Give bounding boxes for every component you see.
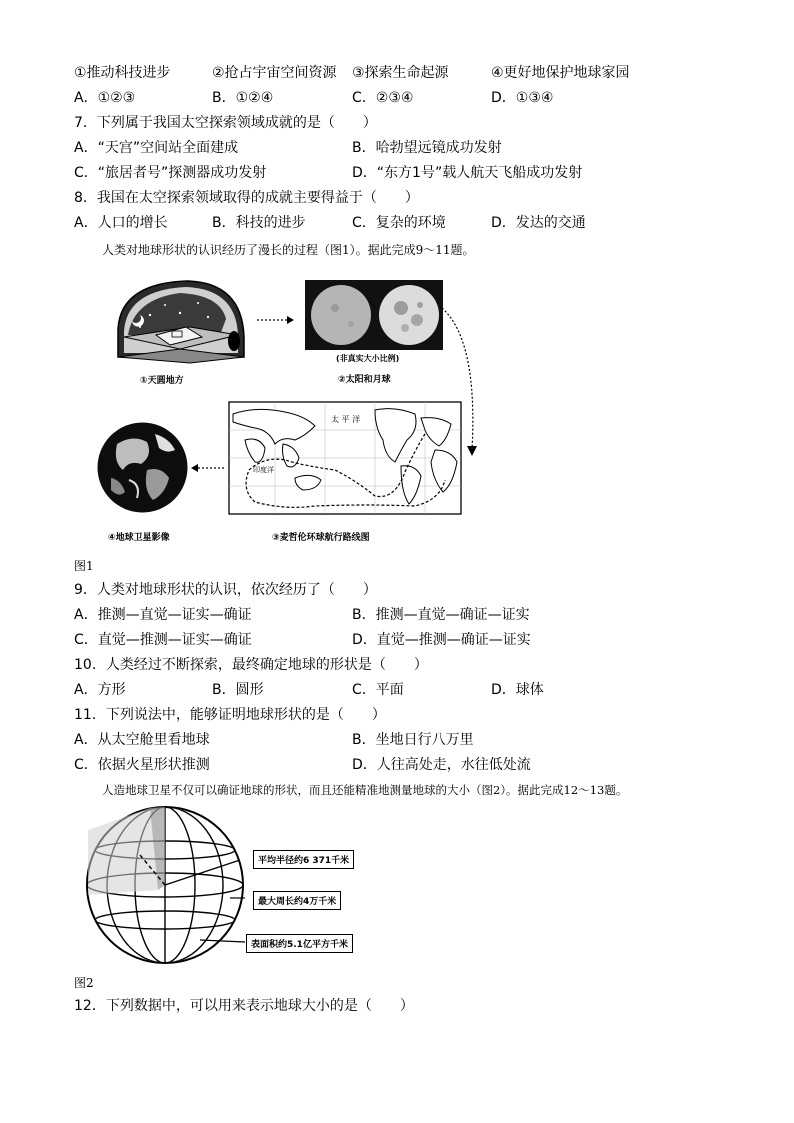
q6-choice-c: C．②③④ [352,90,414,106]
figure2-caption: 图2 [74,976,94,990]
q7-choice-c: C．“旅居者号”探测器成功发射 [74,165,267,181]
figure1-label-3: ③麦哲伦环球航行路线图 [272,533,370,543]
figure2-circumference-label: 最大周长约4万千米 [253,891,341,910]
q6-option-1: ①推动科技进步 [74,65,171,81]
figure2-globe [80,800,260,970]
q10-choice-d: D．球体 [491,682,544,698]
q9-choice-c: C．直觉—推测—证实—确证 [74,632,252,648]
q6-choice-a: A．①②③ [74,90,136,106]
map-text-india: 印度洋 [253,466,274,474]
q8-choice-c: C．复杂的环境 [352,215,446,231]
q9-stem: 9．人类对地球形状的认识，依次经历了（ ） [74,582,377,598]
q7-choice-d: D．“东方1号”载人航天飞船成功发射 [352,165,583,181]
figure1-world-map [225,400,465,520]
q6-option-3: ③探索生命起源 [352,65,449,81]
q7-stem: 7．下列属于我国太空探索领域成就的是（ ） [74,115,377,131]
figure1-note-2: (非真实大小比例) [336,354,400,363]
figure1-sun-moon-photo [305,280,443,350]
q9-choice-d: D．直觉—推测—确证—证实 [352,632,531,648]
q8-choice-d: D．发达的交通 [491,215,586,231]
q10-stem: 10．人类经过不断探索，最终确定地球的形状是（ ） [74,657,428,673]
q8-choice-a: A．人口的增长 [74,215,168,231]
q7-choice-b: B．哈勃望远镜成功发射 [352,140,502,156]
q6-choice-b: B．①②④ [212,90,274,106]
intro-figure1: 人类对地球形状的认识经历了漫长的过程（图1）。据此完成9～11题。 [102,243,475,257]
q7-choice-a: A．“天宫”空间站全面建成 [74,140,239,156]
figure1-label-1: ①天圆地方 [140,376,184,386]
map-text-pacific: 太 平 洋 [331,415,361,424]
q10-choice-b: B．圆形 [212,682,264,698]
q12-stem: 12．下列数据中，可以用来表示地球大小的是（ ） [74,998,414,1014]
q6-choice-d: D．①③④ [491,90,554,106]
figure2-area-label: 表面积约5.1亿平方千米 [246,934,353,953]
q6-option-4: ④更好地保护地球家园 [491,65,630,81]
figure1-earth-satellite [95,420,190,515]
q8-stem: 8．我国在太空探索领域取得的成就主要得益于（ ） [74,190,419,206]
q11-choice-c: C．依据火星形状推测 [74,757,210,773]
q11-choice-a: A．从太空舱里看地球 [74,732,210,748]
q8-choice-b: B．科技的进步 [212,215,306,231]
figure2-radius-label: 平均半径约6 371千米 [253,850,354,869]
intro-figure2: 人造地球卫星不仅可以确证地球的形状，而且还能精准地测量地球的大小（图2）。据此完成12～13题。 [102,783,628,797]
q11-stem: 11．下列说法中，能够证明地球形状的是（ ） [74,707,386,723]
q9-choice-a: A．推测—直觉—证实—确证 [74,607,252,623]
figure1-caption: 图1 [74,559,94,573]
q11-choice-b: B．坐地日行八万里 [352,732,474,748]
figure1-label-4: ④地球卫星影像 [108,533,170,543]
q10-choice-a: A．方形 [74,682,126,698]
figure1-dome-illustration [110,275,250,365]
q11-choice-d: D．人往高处走，水往低处流 [352,757,531,773]
arrow-right-icon [255,314,295,326]
figure1-label-2: ②太阳和月球 [338,375,391,385]
arrow-left-icon [190,462,226,474]
q6-option-2: ②抢占宇宙空间资源 [212,65,337,81]
q9-choice-b: B．推测—直觉—确证—证实 [352,607,530,623]
q10-choice-c: C．平面 [352,682,404,698]
